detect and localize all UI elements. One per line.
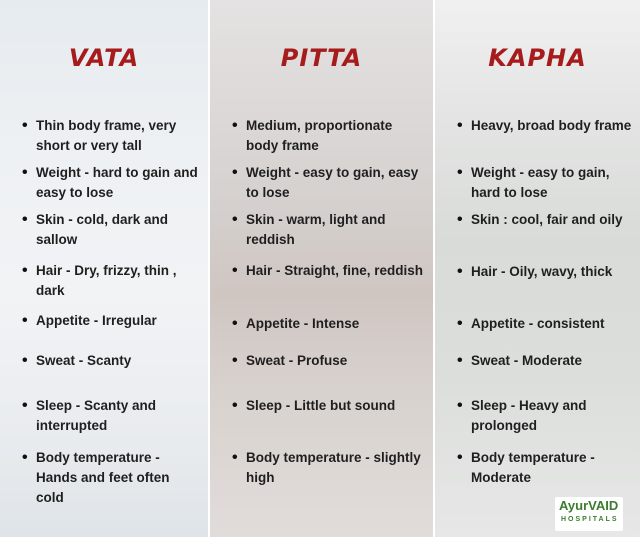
list-item: • Appetite - consistent bbox=[457, 314, 632, 334]
pitta-title: PITTA bbox=[280, 44, 363, 72]
list-item: • Body temperature - Moderate bbox=[457, 448, 632, 488]
list-item: • Medium, proportionate body frame bbox=[232, 116, 425, 156]
vata-title: VATA bbox=[68, 44, 140, 72]
list-item: • Hair - Oily, wavy, thick bbox=[457, 262, 632, 282]
list-item: • Hair - Dry, frizzy, thin , dark bbox=[22, 261, 200, 301]
list-item: • Body temperature - Hands and feet often cold bbox=[22, 448, 200, 508]
list-item: • Sweat - Scanty bbox=[22, 351, 200, 371]
list-item: • Heavy, broad body frame bbox=[457, 116, 632, 136]
list-item: • Body temperature - slightly high bbox=[232, 448, 425, 488]
list-item: • Sweat - Profuse bbox=[232, 351, 425, 371]
kapha-column bbox=[435, 0, 640, 537]
list-item: • Skin : cool, fair and oily bbox=[457, 210, 632, 230]
list-item: • Sleep - Heavy and prolonged bbox=[457, 396, 632, 436]
ayurvaid-logo bbox=[555, 497, 623, 531]
list-item: • Thin body frame, very short or very tall bbox=[22, 116, 200, 156]
list-item: • Sleep - Scanty and interrupted bbox=[22, 396, 200, 436]
list-item: • Weight - easy to gain, easy to lose bbox=[232, 163, 425, 203]
list-item: • Skin - warm, light and reddish bbox=[232, 210, 425, 250]
pitta-column bbox=[210, 0, 433, 537]
list-item: • Sleep - Little but sound bbox=[232, 396, 425, 416]
logo-subtitle: HOSPITALS bbox=[561, 516, 619, 523]
list-item: • Sweat - Moderate bbox=[457, 351, 632, 371]
list-item: • Hair - Straight, fine, reddish bbox=[232, 261, 425, 281]
logo-name: AyurVAID bbox=[559, 498, 619, 513]
list-item: • Weight - hard to gain and easy to lose bbox=[22, 163, 200, 203]
list-item: • Appetite - Intense bbox=[232, 314, 425, 334]
list-item: • Appetite - Irregular bbox=[22, 311, 200, 331]
list-item: • Skin - cold, dark and sallow bbox=[22, 210, 200, 250]
list-item: • Weight - easy to gain, hard to lose bbox=[457, 163, 632, 203]
kapha-title: KAPHA bbox=[488, 44, 587, 72]
vata-column bbox=[0, 0, 208, 537]
